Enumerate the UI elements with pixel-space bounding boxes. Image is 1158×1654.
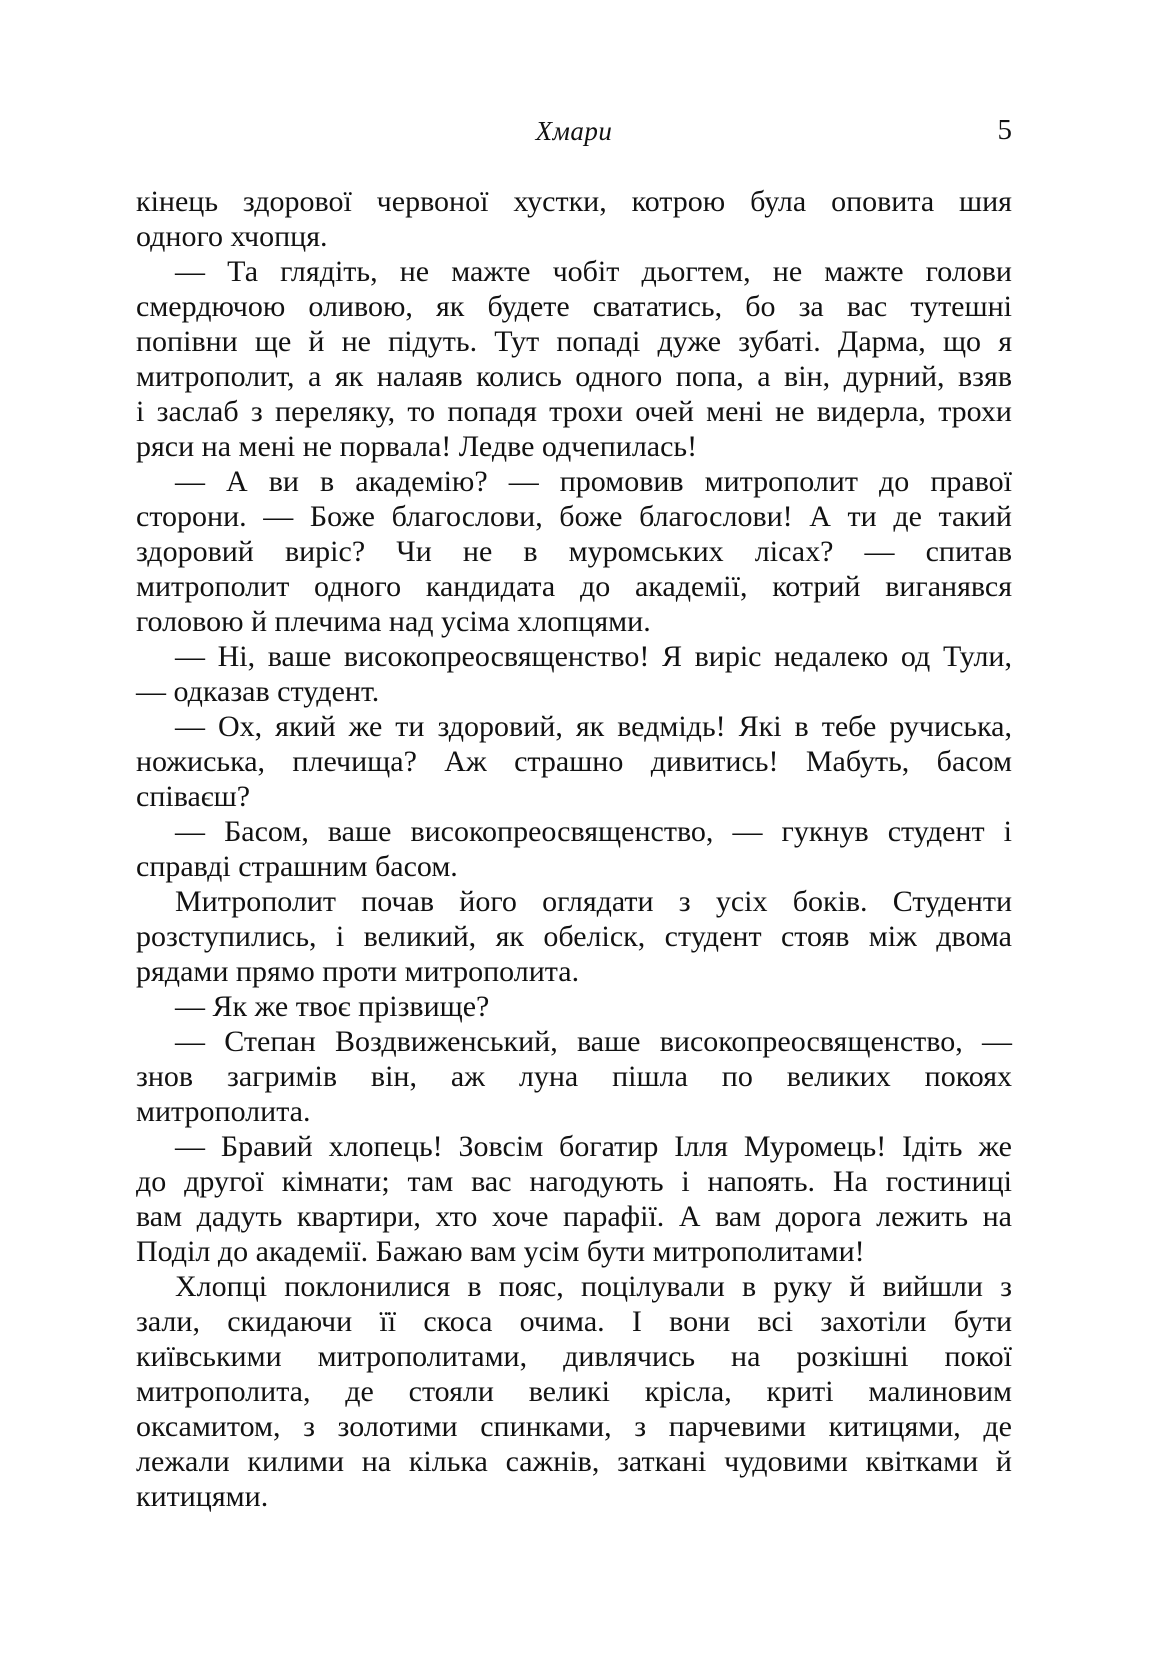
- page-header: [136, 116, 1012, 152]
- text-line: — Бравий хлопець! Зовсім богатир Ілля Муромець! Ідіть же: [175, 1130, 1012, 1163]
- text-line: ряси на мені не порвала! Ледве одчепилась!: [136, 430, 698, 463]
- text-line: — Ох, який же ти здоровий, як ведмідь! Які в тебе ручиська,: [175, 710, 1012, 743]
- paragraph: [136, 709, 1012, 814]
- paragraph: [136, 639, 1012, 709]
- text-line: — Степан Воздвиженський, ваше високопреосвященство, —: [175, 1025, 1012, 1058]
- text-line: рядами прямо проти митрополита.: [136, 955, 580, 988]
- text-line: китицями.: [136, 1480, 269, 1513]
- text-line: — Та глядіть, не мажте чобіт дьогтем, не мажте голови: [175, 255, 1012, 288]
- text-line: розступились, і великий, як обеліск, студент стояв між двома: [136, 920, 1012, 953]
- paragraph: [136, 1269, 1012, 1514]
- paragraph: [136, 1024, 1012, 1129]
- text-line: київськими митрополитами, дивлячись на розкішні покої: [136, 1340, 1012, 1373]
- text-line: попівни ще й не підуть. Тут попаді дуже зубаті. Дарма, що я: [136, 325, 1012, 358]
- text-body: [136, 184, 1012, 1514]
- paragraph: [136, 989, 1012, 1024]
- paragraph: [136, 184, 1012, 254]
- text-line: Хлопці поклонилися в пояс, поцілували в руку й вийшли з: [175, 1270, 1012, 1303]
- text-line: здоровий виріс? Чи не в муромських лісах? — спитав: [136, 535, 1012, 568]
- text-line: — Басом, ваше високопреосвященство, — гукнув студент і: [175, 815, 1012, 848]
- running-title: Хмари: [535, 116, 613, 146]
- text-line: знов загримів він, аж луна пішла по великих покоях: [136, 1060, 1012, 1093]
- paragraph: [136, 814, 1012, 884]
- text-line: кінець здорової червоної хустки, котрою була оповита шия: [136, 185, 1012, 218]
- paragraph: [136, 254, 1012, 464]
- text-line: — Як же твоє прізвище?: [175, 990, 490, 1023]
- text-line: і заслаб з переляку, то попадя трохи очей мені не видерла, трохи: [136, 395, 1012, 428]
- text-line: митрополита, де стояли великі крісла, криті малиновим: [136, 1375, 1012, 1408]
- page-number: 5: [997, 114, 1012, 146]
- text-line: смердючою оливою, як будете свататись, бо за вас тутешні: [136, 290, 1012, 323]
- paragraph: [136, 884, 1012, 989]
- text-line: митрополит одного кандидата до академії, котрий виганявся: [136, 570, 1012, 603]
- text-line: Поділ до академії. Бажаю вам усім бути митрополитами!: [136, 1235, 865, 1268]
- text-line: зали, скидаючи її скоса очима. І вони всі захотіли бути: [136, 1305, 1012, 1338]
- text-line: лежали килими на кілька сажнів, заткані чудовими квітками й: [136, 1445, 1012, 1478]
- text-line: оксамитом, з золотими спинками, з парчевими китицями, де: [136, 1410, 1012, 1443]
- text-line: — Ні, ваше високопреосвященство! Я виріс недалеко од Тули,: [175, 640, 1012, 673]
- text-line: головою й плечима над усіма хлопцями.: [136, 605, 651, 638]
- text-line: вам дадуть квартири, хто хоче парафії. А вам дорога лежить на: [136, 1200, 1012, 1233]
- text-line: — одказав студент.: [136, 675, 380, 708]
- text-line: до другої кімнати; там вас нагодують і напоять. На гостиниці: [136, 1165, 1012, 1198]
- paragraph: [136, 464, 1012, 639]
- text-line: — А ви в академію? — промовив митрополит до правої: [175, 465, 1012, 498]
- text-line: сторони. — Боже благослови, боже благослови! А ти де такий: [136, 500, 1012, 533]
- text-line: митрополита.: [136, 1095, 311, 1128]
- paragraph: [136, 1129, 1012, 1269]
- text-line: одного хчопця.: [136, 220, 328, 253]
- text-line: співаєш?: [136, 780, 251, 813]
- text-line: митрополит, а як налаяв колись одного попа, а він, дурний, взяв: [136, 360, 1012, 393]
- text-line: справді страшним басом.: [136, 850, 458, 883]
- text-line: ножиська, плечища? Аж страшно дивитись! Мабуть, басом: [136, 745, 1012, 778]
- text-line: Митрополит почав його оглядати з усіх боків. Студенти: [175, 885, 1012, 918]
